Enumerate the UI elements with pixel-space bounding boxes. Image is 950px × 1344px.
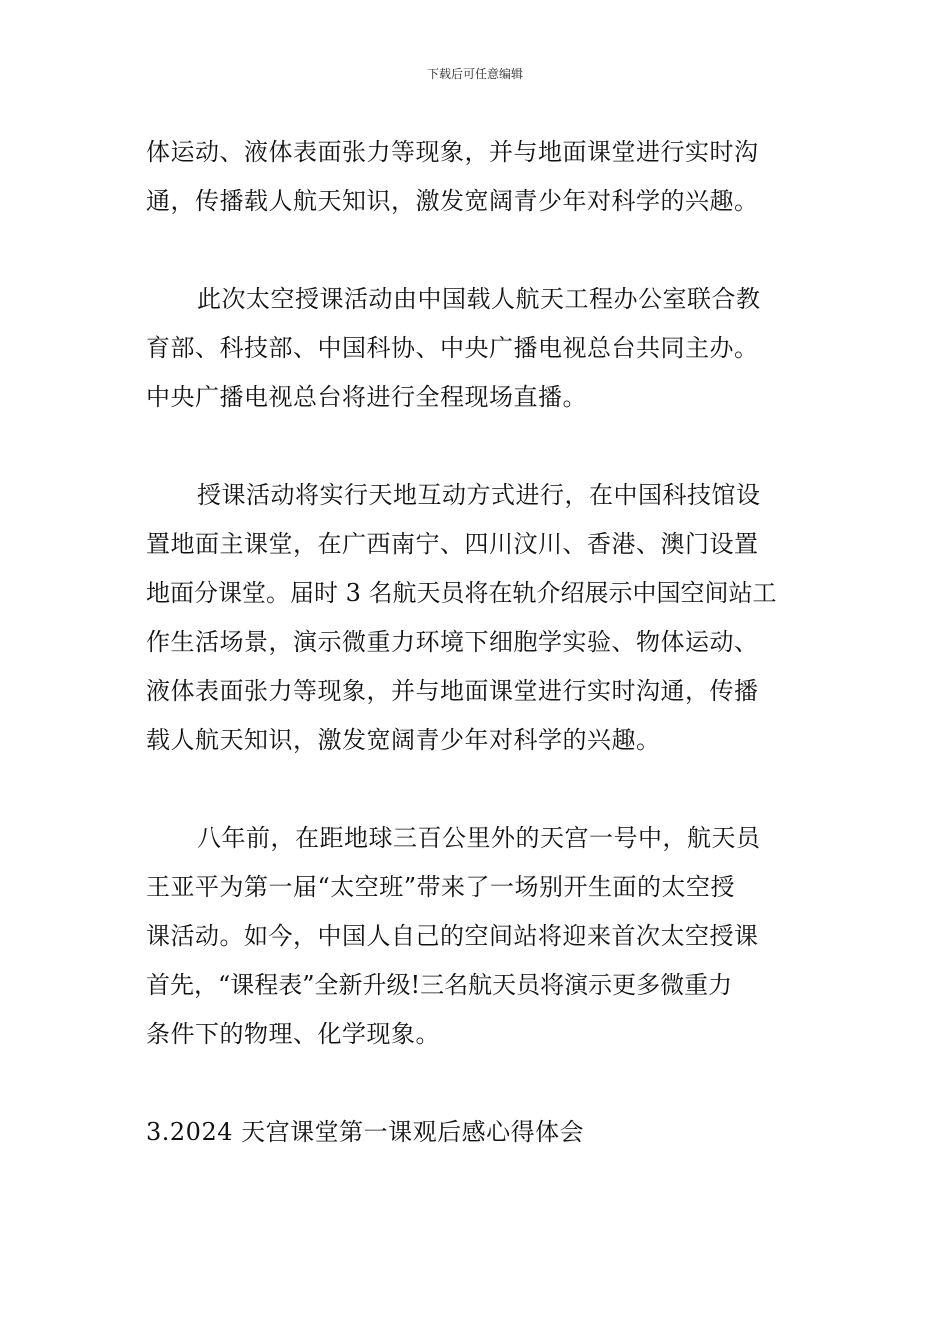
text-line: 授课活动将实行天地互动方式进行，在中国科技馆设 — [197, 481, 761, 509]
paragraph-spacer — [146, 422, 806, 471]
text-line: 八年前，在距地球三百公里外的天宫一号中，航天员 — [197, 824, 761, 852]
paragraph-spacer — [146, 765, 806, 814]
page-header-note: 下载后可任意编辑 — [426, 67, 523, 81]
paragraph — [146, 471, 806, 765]
document-body — [146, 128, 806, 1157]
text-line: 置地面主课堂，在广西南宁、四川汶川、香港、澳门设置 — [146, 530, 759, 558]
text-line: 作生活场景，演示微重力环境下细胞学实验、物体运动、 — [146, 628, 759, 656]
text-line: 地面分课堂。届时 3 名航天员将在轨介绍展示中国空间站工 — [146, 579, 777, 607]
paragraph-spacer — [146, 226, 806, 275]
text-line: 条件下的物理、化学现象。 — [146, 1020, 440, 1048]
paragraph — [146, 128, 806, 226]
text-line: 载人航天知识，激发宽阔青少年对科学的兴趣。 — [146, 726, 661, 754]
paragraph — [146, 814, 806, 1059]
paragraph — [146, 275, 806, 422]
text-line: 育部、科技部、中国科协、中央广播电视总台共同主办。 — [146, 334, 759, 362]
text-line: 中央广播电视总台将进行全程现场直播。 — [146, 383, 587, 411]
text-line: 通，传播载人航天知识，激发宽阔青少年对科学的兴趣。 — [146, 187, 759, 215]
paragraph-spacer — [146, 1059, 806, 1108]
text-line: 体运动、液体表面张力等现象，并与地面课堂进行实时沟 — [146, 138, 759, 166]
text-line: 液体表面张力等现象，并与地面课堂进行实时沟通，传播 — [146, 677, 759, 705]
text-line: 王亚平为第一届“太空班”带来了一场别开生面的太空授 — [146, 873, 736, 901]
text-line: 此次太空授课活动由中国载人航天工程办公室联合教 — [197, 285, 761, 313]
text-line: 首先，“课程表”全新升级!三名航天员将演示更多微重力 — [146, 971, 733, 999]
section-heading: 3.2024 天宫课堂第一课观后感心得体会 — [146, 1118, 585, 1146]
text-line: 课活动。如今，中国人自己的空间站将迎来首次太空授课 — [146, 922, 759, 950]
